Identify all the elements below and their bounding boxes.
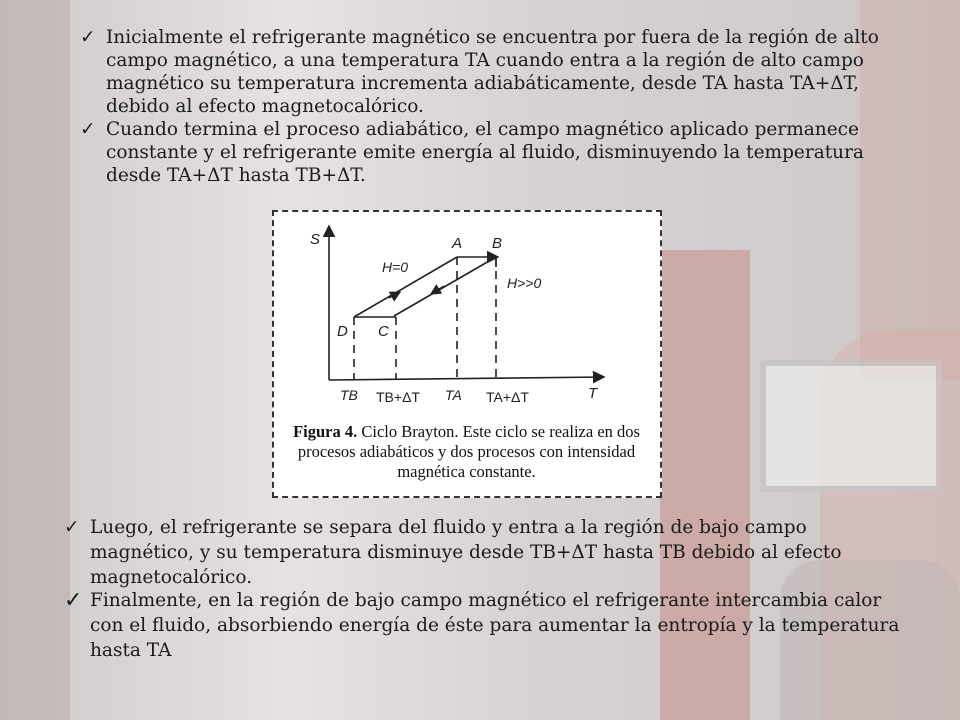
point-a-label: A	[452, 235, 463, 252]
brayton-cycle-figure	[272, 210, 662, 498]
field-high-label: H>>0	[507, 275, 542, 291]
figure-caption	[274, 422, 659, 482]
checkmark-icon: ✓	[80, 27, 96, 48]
bullet-text-1: Inicialmente el refrigerante magnético se encuentra por fuera de la región de alto campo magnético, a una temperatura TA cuando entra a la región de alto campo magnético su temperatura incrementa adiabáticamente, desde TA hasta TA+ΔT, debido al efecto magnetocalórico.	[106, 27, 879, 117]
cycle-path-c-b	[394, 257, 496, 316]
y-axis-label: S	[310, 231, 321, 248]
x-axis	[329, 377, 604, 380]
point-c-label: C	[378, 323, 389, 340]
checkmark-icon: ✓	[80, 119, 96, 140]
direction-arrow-lower	[431, 286, 444, 294]
tick-label-tb: TB	[340, 387, 358, 403]
bullet-text-4: Finalmente, en la región de bajo campo magnético el refrigerante intercambia calor con el fluido, absorbiendo energía de éste para aumentar la entropía y la temperatura hasta TA	[90, 590, 900, 661]
bullet-item-4	[64, 588, 909, 663]
field-zero-label: H=0	[382, 259, 409, 275]
tick-label-tb-dt: TB+ΔT	[376, 389, 420, 405]
caption-text: Ciclo Brayton. Este ciclo se realiza en dos procesos adiabáticos y dos procesos con intensidad magnética constante.	[297, 422, 640, 481]
bullet-item-3	[64, 515, 864, 590]
x-axis-label: T	[588, 385, 598, 402]
tick-label-ta-dt: TA+ΔT	[486, 389, 529, 405]
point-d-label: D	[337, 323, 348, 340]
bullet-text-3: Luego, el refrigerante se separa del fluido y entra a la región de bajo campo magnético, y su temperatura disminuye desde TB+ΔT hasta TB debido al efecto magnetocalórico.	[90, 517, 842, 588]
caption-label: Figura 4.	[293, 422, 358, 441]
checkmark-icon: ✓	[64, 517, 80, 538]
tick-label-ta: TA	[445, 387, 462, 403]
point-b-label: B	[492, 235, 503, 252]
bullet-item-1	[80, 26, 880, 118]
bullet-text-2: Cuando termina el proceso adiabático, el campo magnético aplicado permanece constante y el refrigerante emite energía al fluido, disminuyendo la temperatura desde TA+ΔT hasta TB+ΔT.	[106, 119, 864, 186]
checkmark-icon: ✓	[64, 588, 83, 613]
bullet-item-2	[80, 118, 880, 187]
